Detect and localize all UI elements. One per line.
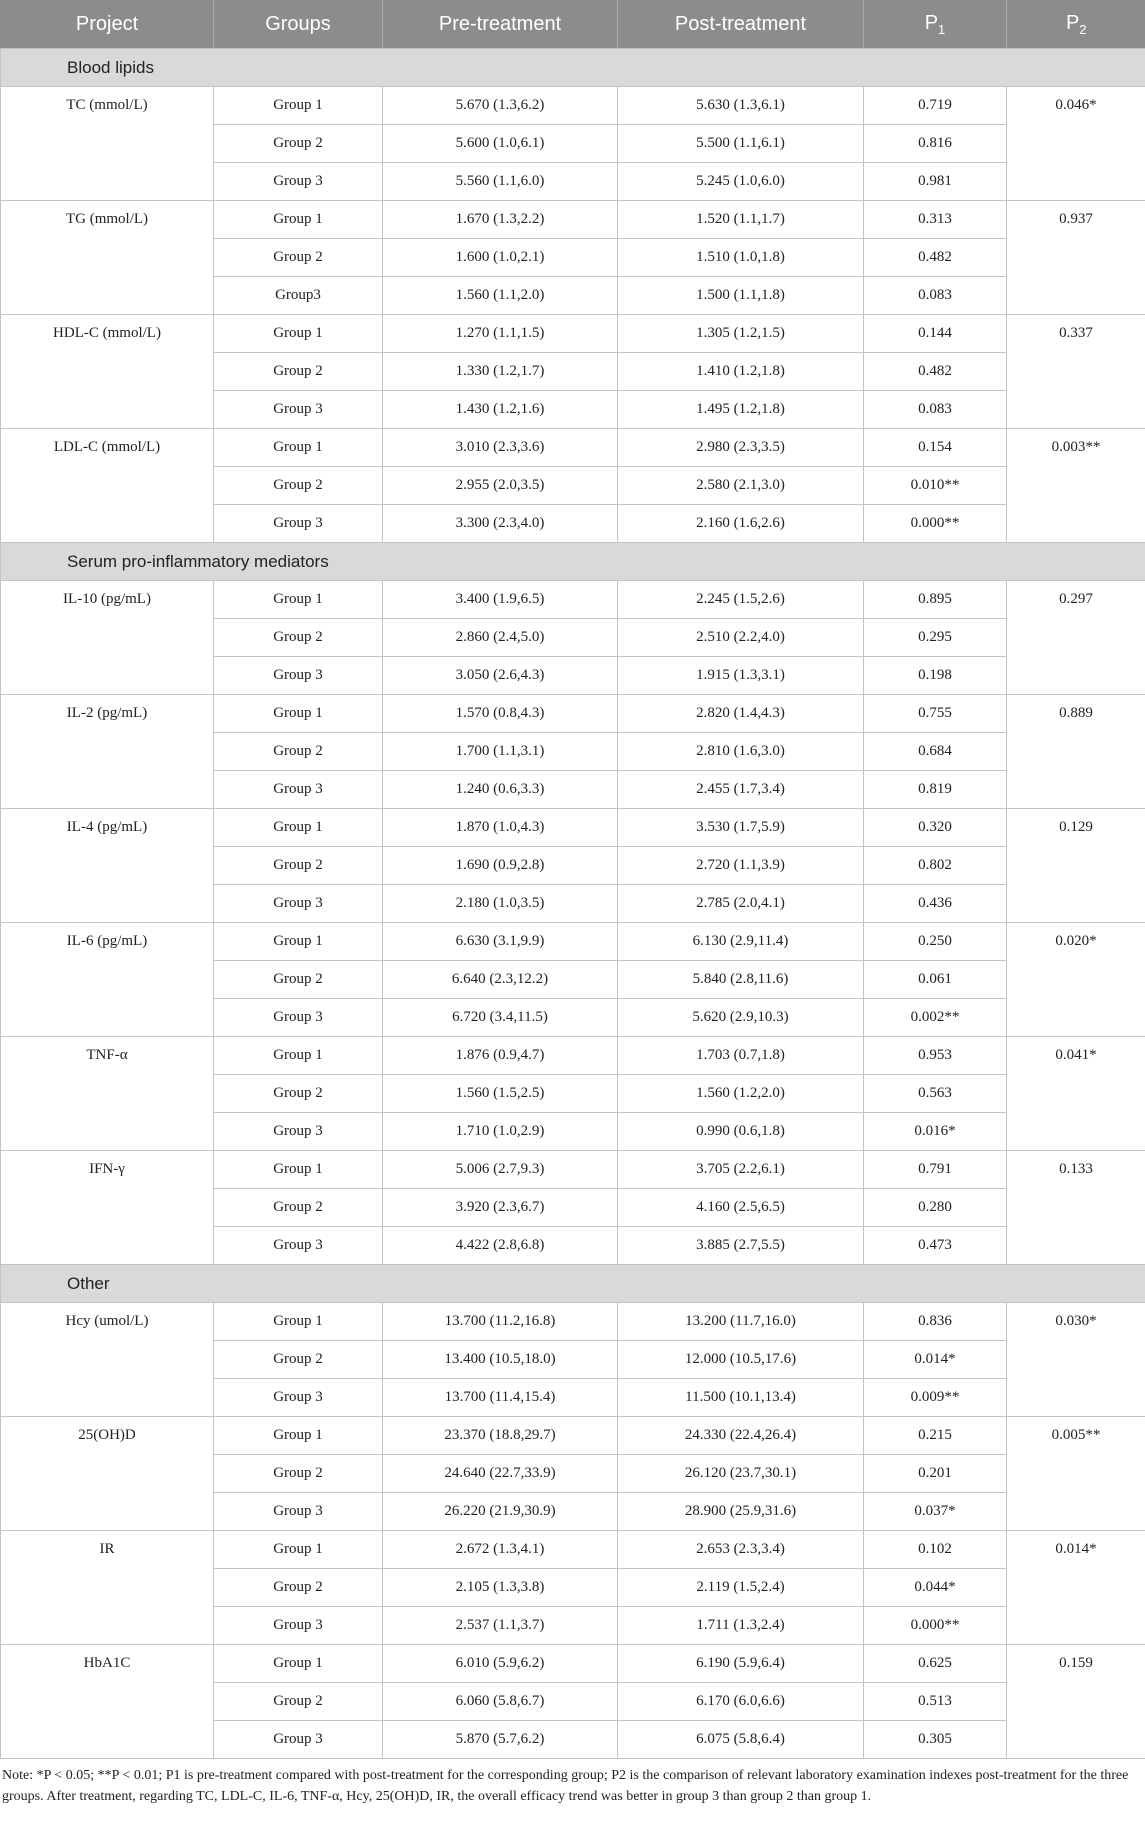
- pre-treatment-cell: 1.600 (1.0,2.1): [383, 239, 618, 277]
- post-treatment-cell: 1.410 (1.2,1.8): [618, 353, 864, 391]
- pre-treatment-cell: 3.300 (2.3,4.0): [383, 505, 618, 543]
- pre-treatment-cell: 5.006 (2.7,9.3): [383, 1151, 618, 1189]
- p1-cell: 0.684: [864, 733, 1007, 771]
- post-treatment-cell: 13.200 (11.7,16.0): [618, 1303, 864, 1341]
- p1-cell: 0.198: [864, 657, 1007, 695]
- post-treatment-cell: 2.720 (1.1,3.9): [618, 847, 864, 885]
- p2-cell: 0.133: [1007, 1151, 1145, 1265]
- p1-cell: 0.436: [864, 885, 1007, 923]
- group-cell: Group 1: [214, 923, 383, 961]
- p2-cell: 0.030*: [1007, 1303, 1145, 1417]
- group-cell: Group 3: [214, 1493, 383, 1531]
- pre-treatment-cell: 6.010 (5.9,6.2): [383, 1645, 618, 1683]
- group-cell: Group 3: [214, 885, 383, 923]
- table-row: [1, 923, 1145, 961]
- table-row: [1, 315, 1145, 353]
- project-cell: LDL-C (mmol/L): [1, 429, 214, 543]
- pre-treatment-cell: 2.105 (1.3,3.8): [383, 1569, 618, 1607]
- project-cell: Hcy (umol/L): [1, 1303, 214, 1417]
- section-header-row: [1, 1265, 1145, 1303]
- group-cell: Group 3: [214, 1721, 383, 1759]
- project-cell: IL-6 (pg/mL): [1, 923, 214, 1037]
- group-cell: Group 3: [214, 1227, 383, 1265]
- pre-treatment-cell: 2.672 (1.3,4.1): [383, 1531, 618, 1569]
- p1-cell: 0.102: [864, 1531, 1007, 1569]
- p1-cell: 0.895: [864, 581, 1007, 619]
- p2-cell: 0.020*: [1007, 923, 1145, 1037]
- p1-cell: 0.802: [864, 847, 1007, 885]
- pre-treatment-cell: 4.422 (2.8,6.8): [383, 1227, 618, 1265]
- p1-cell: 0.083: [864, 391, 1007, 429]
- pre-treatment-cell: 2.955 (2.0,3.5): [383, 467, 618, 505]
- pre-treatment-cell: 5.600 (1.0,6.1): [383, 125, 618, 163]
- project-cell: TC (mmol/L): [1, 87, 214, 201]
- p1-cell: 0.305: [864, 1721, 1007, 1759]
- pre-treatment-cell: 1.330 (1.2,1.7): [383, 353, 618, 391]
- p1-cell: 0.513: [864, 1683, 1007, 1721]
- group-cell: Group 3: [214, 657, 383, 695]
- post-treatment-cell: 6.130 (2.9,11.4): [618, 923, 864, 961]
- p1-cell: 0.625: [864, 1645, 1007, 1683]
- pre-treatment-cell: 1.870 (1.0,4.3): [383, 809, 618, 847]
- p2-cell: 0.297: [1007, 581, 1145, 695]
- group-cell: Group 2: [214, 1189, 383, 1227]
- post-treatment-cell: 0.990 (0.6,1.8): [618, 1113, 864, 1151]
- column-header-pre-treatment: Pre-treatment: [383, 0, 618, 49]
- group-cell: Group 1: [214, 315, 383, 353]
- group-cell: Group 2: [214, 619, 383, 657]
- p1-cell: 0.482: [864, 239, 1007, 277]
- p1-cell: 0.016*: [864, 1113, 1007, 1151]
- pre-treatment-cell: 1.570 (0.8,4.3): [383, 695, 618, 733]
- p2-cell: 0.046*: [1007, 87, 1145, 201]
- project-cell: HDL-C (mmol/L): [1, 315, 214, 429]
- post-treatment-cell: 5.840 (2.8,11.6): [618, 961, 864, 999]
- p1-cell: 0.002**: [864, 999, 1007, 1037]
- pre-treatment-cell: 26.220 (21.9,30.9): [383, 1493, 618, 1531]
- pre-treatment-cell: 24.640 (22.7,33.9): [383, 1455, 618, 1493]
- group-cell: Group 1: [214, 87, 383, 125]
- section-title: Serum pro-inflammatory mediators: [1, 543, 1145, 581]
- project-cell: 25(OH)D: [1, 1417, 214, 1531]
- pre-treatment-cell: 1.270 (1.1,1.5): [383, 315, 618, 353]
- post-treatment-cell: 5.630 (1.3,6.1): [618, 87, 864, 125]
- p1-cell: 0.755: [864, 695, 1007, 733]
- group-cell: Group 3: [214, 1379, 383, 1417]
- pre-treatment-cell: 6.640 (2.3,12.2): [383, 961, 618, 999]
- pre-treatment-cell: 6.060 (5.8,6.7): [383, 1683, 618, 1721]
- pre-treatment-cell: 13.700 (11.2,16.8): [383, 1303, 618, 1341]
- p1-label: P: [924, 11, 939, 34]
- project-cell: IL-4 (pg/mL): [1, 809, 214, 923]
- group-cell: Group 2: [214, 239, 383, 277]
- post-treatment-cell: 2.653 (2.3,3.4): [618, 1531, 864, 1569]
- table-row: [1, 1303, 1145, 1341]
- post-treatment-cell: 1.915 (1.3,3.1): [618, 657, 864, 695]
- post-treatment-cell: 2.119 (1.5,2.4): [618, 1569, 864, 1607]
- post-treatment-cell: 3.530 (1.7,5.9): [618, 809, 864, 847]
- group-cell: Group 1: [214, 581, 383, 619]
- pre-treatment-cell: 13.400 (10.5,18.0): [383, 1341, 618, 1379]
- p2-cell: 0.159: [1007, 1645, 1145, 1759]
- column-header-p2: [1007, 0, 1145, 49]
- post-treatment-cell: 1.520 (1.1,1.7): [618, 201, 864, 239]
- pre-treatment-cell: 2.180 (1.0,3.5): [383, 885, 618, 923]
- post-treatment-cell: 2.245 (1.5,2.6): [618, 581, 864, 619]
- p1-cell: 0.250: [864, 923, 1007, 961]
- p1-cell: 0.010**: [864, 467, 1007, 505]
- p2-cell: 0.003**: [1007, 429, 1145, 543]
- p1-cell: 0.563: [864, 1075, 1007, 1113]
- p1-cell: 0.791: [864, 1151, 1007, 1189]
- table-header: [1, 0, 1145, 49]
- post-treatment-cell: 3.705 (2.2,6.1): [618, 1151, 864, 1189]
- group-cell: Group 2: [214, 1341, 383, 1379]
- post-treatment-cell: 1.495 (1.2,1.8): [618, 391, 864, 429]
- post-treatment-cell: 12.000 (10.5,17.6): [618, 1341, 864, 1379]
- table-row: [1, 1645, 1145, 1683]
- pre-treatment-cell: 3.050 (2.6,4.3): [383, 657, 618, 695]
- p1-cell: 0.014*: [864, 1341, 1007, 1379]
- table-row: [1, 1151, 1145, 1189]
- group-cell: Group 1: [214, 809, 383, 847]
- p1-cell: 0.044*: [864, 1569, 1007, 1607]
- group-cell: Group 1: [214, 429, 383, 467]
- group-cell: Group 3: [214, 163, 383, 201]
- post-treatment-cell: 1.560 (1.2,2.0): [618, 1075, 864, 1113]
- pre-treatment-cell: 3.400 (1.9,6.5): [383, 581, 618, 619]
- p2-cell: 0.129: [1007, 809, 1145, 923]
- table-row: [1, 581, 1145, 619]
- p1-cell: 0.000**: [864, 505, 1007, 543]
- post-treatment-cell: 2.455 (1.7,3.4): [618, 771, 864, 809]
- pre-treatment-cell: 1.700 (1.1,3.1): [383, 733, 618, 771]
- p2-cell: 0.014*: [1007, 1531, 1145, 1645]
- post-treatment-cell: 2.510 (2.2,4.0): [618, 619, 864, 657]
- p1-cell: 0.000**: [864, 1607, 1007, 1645]
- p2-subscript: 2: [1079, 21, 1087, 37]
- group-cell: Group 1: [214, 1645, 383, 1683]
- pre-treatment-cell: 1.240 (0.6,3.3): [383, 771, 618, 809]
- post-treatment-cell: 2.980 (2.3,3.5): [618, 429, 864, 467]
- post-treatment-cell: 4.160 (2.5,6.5): [618, 1189, 864, 1227]
- section-header-row: [1, 49, 1145, 87]
- p2-label: P: [1065, 11, 1080, 34]
- pre-treatment-cell: 6.720 (3.4,11.5): [383, 999, 618, 1037]
- post-treatment-cell: 1.510 (1.0,1.8): [618, 239, 864, 277]
- p2-cell: 0.937: [1007, 201, 1145, 315]
- post-treatment-cell: 24.330 (22.4,26.4): [618, 1417, 864, 1455]
- group-cell: Group 2: [214, 961, 383, 999]
- post-treatment-cell: 28.900 (25.9,31.6): [618, 1493, 864, 1531]
- group-cell: Group 3: [214, 1113, 383, 1151]
- p2-cell: 0.337: [1007, 315, 1145, 429]
- pre-treatment-cell: 1.430 (1.2,1.6): [383, 391, 618, 429]
- p1-cell: 0.154: [864, 429, 1007, 467]
- group-cell: Group 1: [214, 1037, 383, 1075]
- post-treatment-cell: 1.703 (0.7,1.8): [618, 1037, 864, 1075]
- post-treatment-cell: 1.500 (1.1,1.8): [618, 277, 864, 315]
- pre-treatment-cell: 13.700 (11.4,15.4): [383, 1379, 618, 1417]
- pre-treatment-cell: 2.860 (2.4,5.0): [383, 619, 618, 657]
- group-cell: Group 1: [214, 1417, 383, 1455]
- post-treatment-cell: 3.885 (2.7,5.5): [618, 1227, 864, 1265]
- p1-cell: 0.981: [864, 163, 1007, 201]
- group-cell: Group3: [214, 277, 383, 315]
- group-cell: Group 1: [214, 1531, 383, 1569]
- group-cell: Group 2: [214, 125, 383, 163]
- table-row: [1, 201, 1145, 239]
- group-cell: Group 3: [214, 999, 383, 1037]
- project-cell: IL-10 (pg/mL): [1, 581, 214, 695]
- post-treatment-cell: 5.500 (1.1,6.1): [618, 125, 864, 163]
- group-cell: Group 3: [214, 505, 383, 543]
- group-cell: Group 1: [214, 695, 383, 733]
- table-row: [1, 429, 1145, 467]
- p1-cell: 0.009**: [864, 1379, 1007, 1417]
- group-cell: Group 1: [214, 1303, 383, 1341]
- pre-treatment-cell: 1.690 (0.9,2.8): [383, 847, 618, 885]
- pre-treatment-cell: 1.710 (1.0,2.9): [383, 1113, 618, 1151]
- post-treatment-cell: 1.305 (1.2,1.5): [618, 315, 864, 353]
- p1-cell: 0.037*: [864, 1493, 1007, 1531]
- section-title: Blood lipids: [1, 49, 1145, 87]
- table-row: [1, 1531, 1145, 1569]
- pre-treatment-cell: 3.920 (2.3,6.7): [383, 1189, 618, 1227]
- p1-subscript: 1: [938, 21, 946, 37]
- p1-cell: 0.295: [864, 619, 1007, 657]
- p2-cell: 0.041*: [1007, 1037, 1145, 1151]
- section-title: Other: [1, 1265, 1145, 1303]
- post-treatment-cell: 6.190 (5.9,6.4): [618, 1645, 864, 1683]
- table-footnote: Note: *P < 0.05; **P < 0.01; P1 is pre-treatment compared with post-treatment for the corresponding group; P2 is the comparison of relevant laboratory examination indexes post-treatment for the three groups. After treatment, regarding TC, LDL-C, IL-6, TNF-α, Hcy, 25(OH)D, IR, the overall efficacy trend was better in group 3 than group 2 than group 1.: [2, 1768, 1129, 1804]
- group-cell: Group 2: [214, 1569, 383, 1607]
- p1-cell: 0.473: [864, 1227, 1007, 1265]
- group-cell: Group 2: [214, 1683, 383, 1721]
- post-treatment-cell: 2.785 (2.0,4.1): [618, 885, 864, 923]
- p1-cell: 0.320: [864, 809, 1007, 847]
- p1-cell: 0.836: [864, 1303, 1007, 1341]
- group-cell: Group 2: [214, 1455, 383, 1493]
- post-treatment-cell: 2.820 (1.4,4.3): [618, 695, 864, 733]
- p1-cell: 0.061: [864, 961, 1007, 999]
- p1-cell: 0.953: [864, 1037, 1007, 1075]
- post-treatment-cell: 1.711 (1.3,2.4): [618, 1607, 864, 1645]
- p1-cell: 0.144: [864, 315, 1007, 353]
- p1-cell: 0.201: [864, 1455, 1007, 1493]
- project-cell: IL-2 (pg/mL): [1, 695, 214, 809]
- column-header-project: Project: [1, 0, 214, 49]
- pre-treatment-cell: 5.560 (1.1,6.0): [383, 163, 618, 201]
- pre-treatment-cell: 6.630 (3.1,9.9): [383, 923, 618, 961]
- pre-treatment-cell: 23.370 (18.8,29.7): [383, 1417, 618, 1455]
- table-row: [1, 87, 1145, 125]
- table-row: [1, 1417, 1145, 1455]
- project-cell: IR: [1, 1531, 214, 1645]
- group-cell: Group 2: [214, 467, 383, 505]
- p1-cell: 0.215: [864, 1417, 1007, 1455]
- post-treatment-cell: 6.170 (6.0,6.6): [618, 1683, 864, 1721]
- table-row: [1, 1037, 1145, 1075]
- project-cell: TG (mmol/L): [1, 201, 214, 315]
- post-treatment-cell: 2.580 (2.1,3.0): [618, 467, 864, 505]
- group-cell: Group 2: [214, 353, 383, 391]
- p1-cell: 0.280: [864, 1189, 1007, 1227]
- group-cell: Group 1: [214, 201, 383, 239]
- post-treatment-cell: 6.075 (5.8,6.4): [618, 1721, 864, 1759]
- table-body: [1, 49, 1145, 1759]
- pre-treatment-cell: 1.560 (1.5,2.5): [383, 1075, 618, 1113]
- p1-cell: 0.816: [864, 125, 1007, 163]
- p1-cell: 0.482: [864, 353, 1007, 391]
- group-cell: Group 3: [214, 391, 383, 429]
- column-header-p1: [864, 0, 1007, 49]
- post-treatment-cell: 2.160 (1.6,2.6): [618, 505, 864, 543]
- post-treatment-cell: 5.245 (1.0,6.0): [618, 163, 864, 201]
- table-row: [1, 809, 1145, 847]
- project-cell: HbA1C: [1, 1645, 214, 1759]
- group-cell: Group 3: [214, 1607, 383, 1645]
- p1-cell: 0.313: [864, 201, 1007, 239]
- post-treatment-cell: 5.620 (2.9,10.3): [618, 999, 864, 1037]
- project-cell: TNF-α: [1, 1037, 214, 1151]
- table-row: [1, 695, 1145, 733]
- pre-treatment-cell: 1.560 (1.1,2.0): [383, 277, 618, 315]
- post-treatment-cell: 26.120 (23.7,30.1): [618, 1455, 864, 1493]
- pre-treatment-cell: 3.010 (2.3,3.6): [383, 429, 618, 467]
- group-cell: Group 2: [214, 1075, 383, 1113]
- pre-treatment-cell: 5.670 (1.3,6.2): [383, 87, 618, 125]
- section-header-row: [1, 543, 1145, 581]
- p2-cell: 0.005**: [1007, 1417, 1145, 1531]
- group-cell: Group 1: [214, 1151, 383, 1189]
- column-header-groups: Groups: [214, 0, 383, 49]
- group-cell: Group 3: [214, 771, 383, 809]
- project-cell: IFN-γ: [1, 1151, 214, 1265]
- p2-cell: 0.889: [1007, 695, 1145, 809]
- group-cell: Group 2: [214, 847, 383, 885]
- pre-treatment-cell: 1.876 (0.9,4.7): [383, 1037, 618, 1075]
- column-header-post-treatment: Post-treatment: [618, 0, 864, 49]
- p1-cell: 0.083: [864, 277, 1007, 315]
- p1-cell: 0.819: [864, 771, 1007, 809]
- group-cell: Group 2: [214, 733, 383, 771]
- header-row: [1, 0, 1145, 49]
- post-treatment-cell: 11.500 (10.1,13.4): [618, 1379, 864, 1417]
- pre-treatment-cell: 5.870 (5.7,6.2): [383, 1721, 618, 1759]
- pre-treatment-cell: 2.537 (1.1,3.7): [383, 1607, 618, 1645]
- p1-cell: 0.719: [864, 87, 1007, 125]
- post-treatment-cell: 2.810 (1.6,3.0): [618, 733, 864, 771]
- pre-treatment-cell: 1.670 (1.3,2.2): [383, 201, 618, 239]
